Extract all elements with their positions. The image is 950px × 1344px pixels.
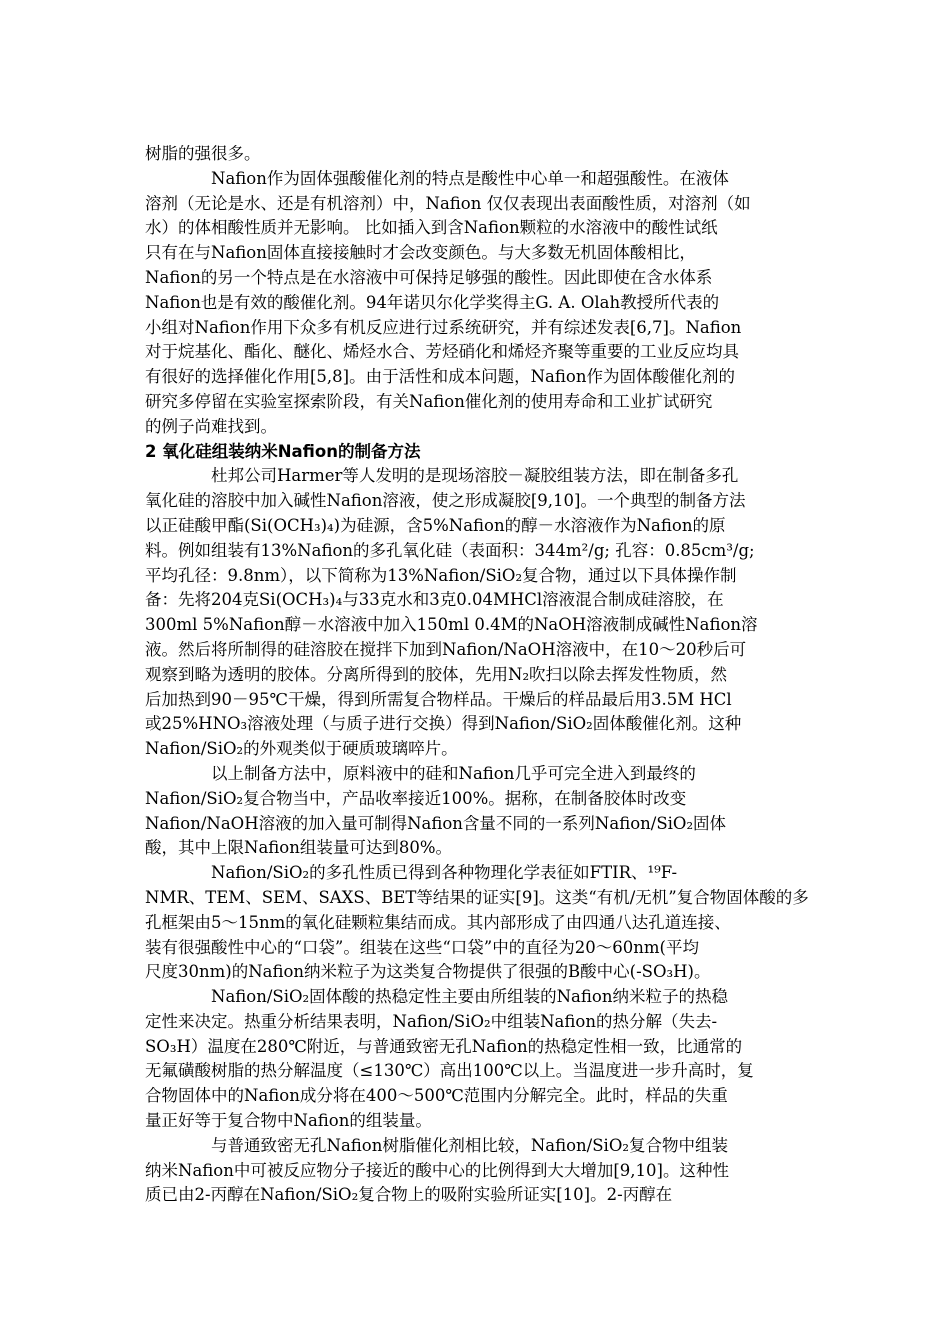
text-line: 备：先将204克Si(OCH₃)₄与33克水和3克0.04MHCl溶液混合制成硅溶胶，在 [145,590,724,610]
text-line: 树脂的强很多。 [145,144,261,163]
text-line: 水）的体相酸性质并无影响。 比如插入到含Nafion颗粒的水溶液中的酸性试纸 [145,218,718,238]
paragraph-start: 杜邦公司Harmer等人发明的是现场溶胶－凝胶组装方法，即在制备多孔 [211,466,739,486]
text-line: 质已由2-丙醇在Nafion/SiO₂复合物上的吸附实验所证实[10]。2-丙醇在 [145,1185,673,1205]
paragraph-start: Nafion/SiO₂固体酸的热稳定性主要由所组装的Nafion纳米粒子的热稳 [211,987,728,1007]
paragraph-start: Nafion作为固体强酸催化剂的特点是酸性中心单一和超强酸性。在液体 [211,168,729,188]
text-line: 对于烷基化、酯化、醚化、烯烃水合、芳烃硝化和烯烃齐聚等重要的工业反应均具 [145,342,739,362]
text-line: 以正硅酸甲酯(Si(OCH₃)₄)为硅源，含5%Nafion的醇－水溶液作为Nafion的原 [145,515,726,535]
text-line: 料。例如组装有13%Nafion的多孔氧化硅（表面积：344m²/g; 孔容：0.85cm³/g; [145,540,755,560]
text-line: SO₃H）温度在280℃附近，与普通致密无孔Nafion的热稳定性相一致，比通常的 [145,1036,743,1056]
text-line: Nafion/SiO₂复合物当中，产品收率接近100%。据称，在制备胶体时改变 [145,788,687,808]
text-line: 或25%HNO₃溶液处理（与质子进行交换）得到Nafion/SiO₂固体酸催化剂。这种 [145,714,742,734]
text-line: 300ml 5%Nafion醇－水溶液中加入150ml 0.4M的NaOH溶液制成碱性Nafion溶 [145,615,758,635]
text-line: 无氟磺酸树脂的热分解温度（≤130℃）高出100℃以上。当温度进一步升高时，复 [145,1061,754,1081]
text-line: 氧化硅的溶胶中加入碱性Nafion溶液，使之形成凝胶[9,10]。一个典型的制备方法 [145,491,746,511]
text-line: 观察到略为透明的胶体。分离所得到的胶体，先用N₂吹扫以除去挥发性物质，然 [145,664,728,684]
paragraph-start: 与普通致密无孔Nafion树脂催化剂相比较，Nafion/SiO₂复合物中组装 [211,1135,728,1155]
text-line: 定性来决定。热重分析结果表明，Nafion/SiO₂中组装Nafion的热分解（失去- [145,1011,718,1031]
text-line: 酸，其中上限Nafion组装量可达到80%。 [145,838,453,858]
text-line: Nafion的另一个特点是在水溶液中可保持足够强的酸性。因此即使在含水体系 [145,267,713,287]
text-line: Nafion也是有效的酸催化剂。94年诺贝尔化学奖得主G. A. Olah教授所代表的 [145,292,720,312]
text-line: Nafion/SiO₂的外观类似于硬质玻璃啐片。 [145,739,458,759]
paragraph-start: 以上制备方法中，原料液中的硅和Nafion几乎可完全进入到最终的 [211,763,696,783]
text-line: 量正好等于复合物中Nafion的组装量。 [145,1111,432,1131]
document-page [145,142,811,1208]
text-line: 后加热到90－95℃干燥，得到所需复合物样品。干燥后的样品最后用3.5M HCl [145,689,732,709]
text-line: 孔框架由5～15nm的氧化硅颗粒集结而成。其内部形成了由四通八达孔道连接、 [145,912,731,932]
text-line: 合物固体中的Nafion成分将在400～500℃范围内分解完全。此时，样品的失重 [145,1086,728,1106]
text-line: 纳米Nafion中可被反应物分子接近的酸中心的比例得到大大增加[9,10]。这种性 [145,1160,729,1180]
text-line: 液。然后将所制得的硅溶胶在搅拌下加到Nafion/NaOH溶液中，在10～20秒后可 [145,639,747,659]
text-line: 装有很强酸性中心的“口袋”。组装在这些“口袋”中的直径为20～60nm(平均 [145,937,699,957]
text-line: 研究多停留在实验室探索阶段，有关Nafion催化剂的使用寿命和工业扩试研究 [145,391,713,411]
paragraph-start: Nafion/SiO₂的多孔性质已得到各种物理化学表征如FTIR、¹⁹F- [211,863,678,883]
text-line: 的例子尚难找到。 [145,416,277,436]
text-line: 尺度30nm)的Nafion纳米粒子为这类复合物提供了很强的B酸中心(-SO₃H)。 [145,962,711,982]
text-line: 只有在与Nafion固体直接接触时才会改变颜色。与大多数无机固体酸相比， [145,243,696,263]
text-line: 溶剂（无论是水、还是有机溶剂）中，Nafion 仅仅表现出表面酸性质，对溶剂（如 [145,193,751,213]
section-heading: 2 氧化硅组装纳米Nafion的制备方法 [145,441,421,461]
text-line: Nafion/NaOH溶液的加入量可制得Nafion含量不同的一系列Nafion/SiO₂固体 [145,813,727,833]
text-line: 有很好的选择催化作用[5,8]。由于活性和成本问题，Nafion作为固体酸催化剂的 [145,367,735,387]
text-line: NMR、TEM、SEM、SAXS、BET等结果的证实[9]。这类“有机/无机”复合物固体酸的多 [145,887,809,907]
text-line: 平均孔径：9.8nm），以下简称为13%Nafion/SiO₂复合物，通过以下具体操作制 [145,565,737,585]
text-line: 小组对Nafion作用下众多有机反应进行过系统研究，并有综述发表[6,7]。Nafion [145,317,742,337]
